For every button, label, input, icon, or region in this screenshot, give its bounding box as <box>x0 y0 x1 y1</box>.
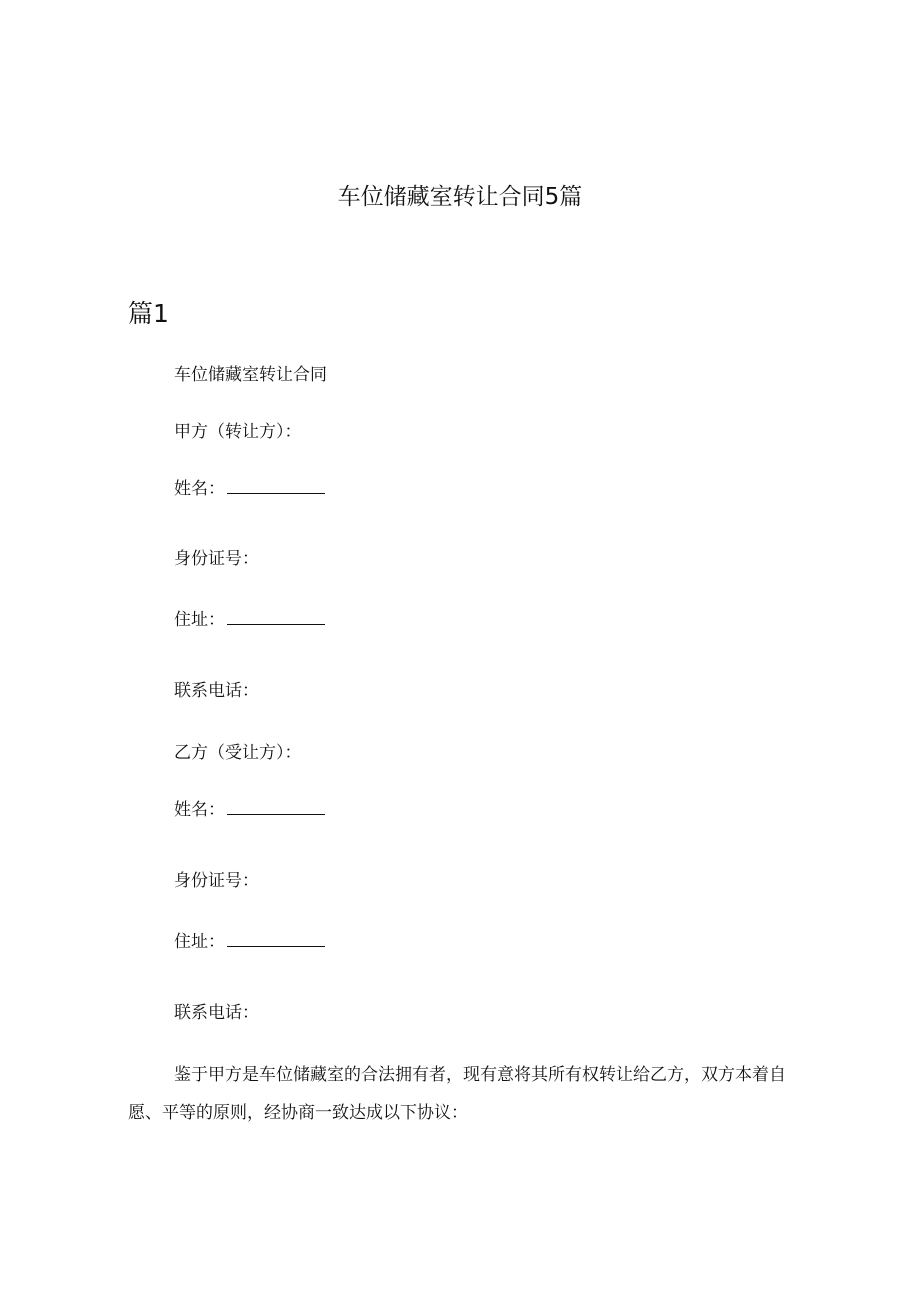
party-a-name-blank <box>227 478 325 494</box>
document-title: 车位储藏室转让合同5篇 <box>337 184 583 210</box>
preamble-paragraph <box>128 1056 808 1132</box>
party-b-heading: 乙方（受让方）： <box>174 743 302 763</box>
party-b-address-label: 住址： <box>174 932 225 952</box>
section-heading: 篇1 <box>128 299 169 328</box>
party-a-address-blank <box>227 609 325 625</box>
party-a-phone-label: 联系电话： <box>174 681 259 701</box>
party-a-address-row <box>174 607 325 633</box>
party-a-address-label: 住址： <box>174 610 225 630</box>
party-b-phone-label: 联系电话： <box>174 1003 259 1023</box>
party-b-name-label: 姓名： <box>174 800 225 820</box>
party-b-address-row <box>174 929 325 955</box>
party-a-name-label: 姓名： <box>174 479 225 499</box>
preamble-text: 鉴于甲方是车位储藏室的合法拥有者，现有意将其所有权转让给乙方，双方本着自愿、平等的原则，经协商一致达成以下协议： <box>128 1065 786 1123</box>
party-b-address-blank <box>227 931 325 947</box>
contract-title: 车位储藏室转让合同 <box>174 365 327 385</box>
party-a-id-label: 身份证号： <box>174 549 259 569</box>
party-a-heading: 甲方（转让方）： <box>174 422 302 442</box>
party-b-id-label: 身份证号： <box>174 871 259 891</box>
party-b-name-row <box>174 797 325 823</box>
party-b-name-blank <box>227 799 325 815</box>
party-a-name-row <box>174 476 325 502</box>
